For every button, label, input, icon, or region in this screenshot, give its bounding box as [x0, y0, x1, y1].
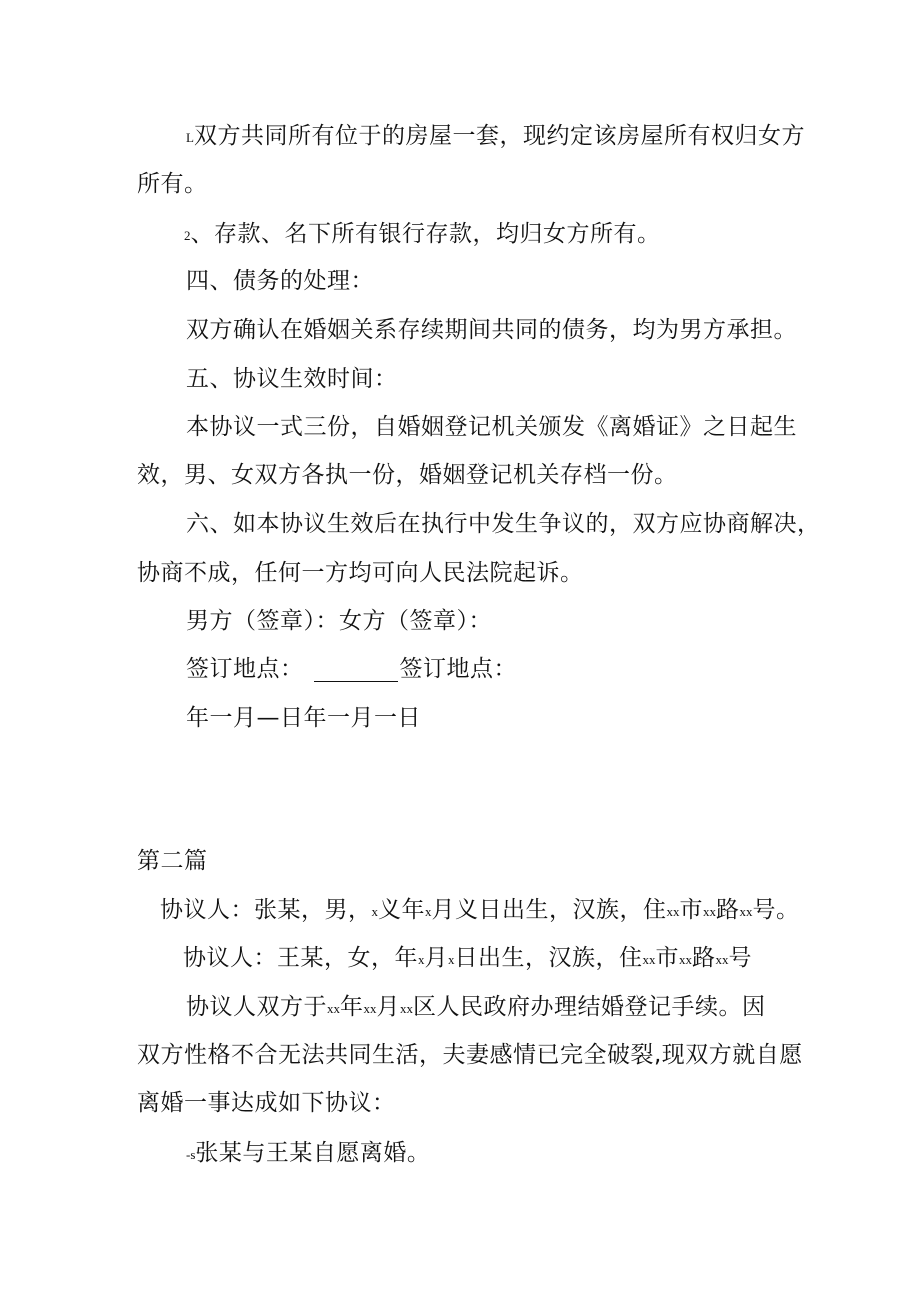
placeholder-mark: x: [425, 904, 432, 919]
placeholder-mark: xx: [363, 1001, 377, 1016]
divorce-clause-line: [186, 1138, 430, 1170]
intro-line-3: 离婚一事达成如下协议：: [137, 1090, 396, 1116]
paragraph-deposits: [184, 219, 661, 251]
placeholder-mark: x: [448, 952, 455, 967]
divorce-clause: 张某与王某自愿离婚。: [195, 1140, 431, 1166]
signing-place-line: [186, 654, 517, 684]
party-one-text: 号。: [752, 897, 800, 923]
placeholder-mark: xx: [679, 952, 692, 967]
paragraph-house: [186, 121, 805, 153]
party-two-text: 号: [728, 945, 752, 971]
party-two-text: 市: [655, 945, 679, 971]
intro-text: 区人民政府办理结婚登记手续。因: [413, 994, 766, 1020]
placeholder-mark: xx: [666, 904, 680, 919]
house-clause: 双方共同所有位于的房屋一套，现约定该房屋所有权归女方: [193, 123, 805, 149]
signature-line: 男方（签章）：女方（签章）：: [186, 608, 492, 634]
dispute-clause-continued: 协商不成，任何一方均可向人民法院起诉。: [137, 560, 584, 586]
placeholder-mark: xx: [327, 1001, 340, 1016]
placeholder-mark: x: [418, 952, 425, 967]
placeholder-mark: xx: [400, 1001, 413, 1016]
placeholder-mark: xx: [715, 952, 729, 967]
debts-clause: 双方确认在婚姻关系存续期间共同的债务，均为男方承担。: [186, 317, 797, 343]
effective-time-clause: 本协议一式三份，自婚姻登记机关颁发《离婚证》之日起生: [186, 414, 797, 440]
placeholder-mark: xx: [642, 952, 656, 967]
house-clause-continued: 所有。: [137, 171, 208, 197]
party-one-text: 月义日出生，汉族，住: [431, 897, 667, 923]
party-one-text: 市: [679, 897, 703, 923]
dispute-clause: 六、如本协议生效后在执行中发生争议的，双方应协商解决，: [186, 511, 821, 537]
intro-text: 月: [376, 994, 400, 1020]
party-two-line: [183, 943, 752, 975]
party-two-text: 月: [424, 945, 448, 971]
party-one-text: 协议人：张某，男，: [160, 897, 372, 923]
party-one-line: [160, 895, 800, 927]
effective-time-clause-continued: 效，男、女双方各执一份，婚姻登记机关存档一份。: [137, 462, 678, 488]
section-heading-debts: 四、债务的处理：: [186, 268, 374, 294]
item-marker: L: [186, 130, 194, 145]
placeholder-mark: xx: [703, 904, 716, 919]
party-two-text: 日出生，汉族，住: [454, 945, 643, 971]
section-heading-effective-time: 五、协议生效时间：: [186, 366, 398, 392]
signing-place-label: 签订地点：: [186, 656, 304, 682]
item-marker: -s: [186, 1147, 196, 1162]
intro-text: 年: [340, 994, 364, 1020]
date-line: 年一月—日年一月一日: [186, 705, 421, 731]
placeholder-mark: x: [371, 904, 378, 919]
chapter-title: 第二篇: [137, 848, 208, 874]
placeholder-mark: xx: [739, 904, 753, 919]
signing-place-label: 签订地点：: [399, 656, 517, 682]
party-one-text: 路: [716, 897, 740, 923]
deposits-clause: 、存款、名下所有银行存款，均归女方所有。: [190, 221, 661, 247]
intro-line: [186, 992, 766, 1024]
party-two-text: 协议人：王某，女，年: [183, 945, 418, 971]
intro-line-2: 双方性格不合无法共同生活，夫妻感情已完全破裂,现双方就自愿: [137, 1042, 803, 1068]
item-marker: 2: [184, 228, 191, 243]
party-one-text: 义年: [378, 897, 425, 923]
party-two-text: 路: [692, 945, 716, 971]
signing-place-blank: [314, 655, 398, 682]
intro-text: 协议人双方于: [186, 994, 327, 1020]
